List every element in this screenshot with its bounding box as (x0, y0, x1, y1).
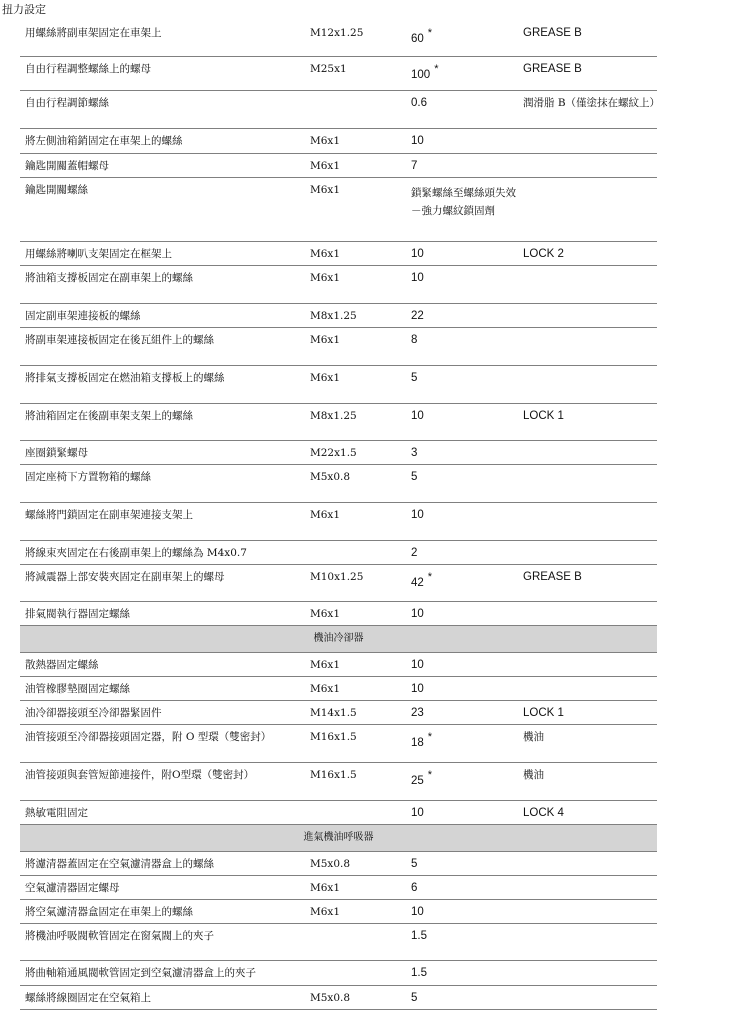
table-row (20, 303, 657, 327)
asterisk-mark: * (427, 768, 433, 781)
thread-size: M16x1.5 (307, 762, 407, 800)
note: GREASE B (519, 56, 657, 90)
asterisk-mark: * (434, 62, 439, 75)
thread-size: M6x1 (307, 365, 407, 403)
thread-size: M6x1 (307, 875, 407, 899)
table-row (20, 403, 657, 440)
part-description: 排氣閥執行器固定螺絲 (20, 601, 307, 625)
torque-value: 5 (407, 365, 519, 403)
torque-table (20, 21, 661, 1010)
torque-value: 6 (407, 875, 519, 899)
note (519, 899, 657, 923)
table-row (20, 327, 657, 365)
torque-value (407, 21, 519, 56)
note (519, 327, 657, 365)
part-description: 油管橡膠墊圈固定螺絲 (20, 676, 307, 700)
part-description: 鑰匙開關螺絲 (20, 177, 307, 241)
thread-size (307, 90, 407, 128)
torque-value (407, 56, 519, 90)
part-description: 螺絲將線圈固定在空氣箱上 (20, 985, 307, 1009)
note (519, 601, 657, 625)
table-row (20, 724, 657, 762)
thread-size (307, 800, 407, 824)
thread-size (307, 923, 407, 960)
torque-number: 42 (411, 576, 424, 589)
table-row (20, 90, 657, 128)
torque-value: 3 (407, 440, 519, 464)
part-description: 油管接頭與套管短節連接件，附O型環（雙密封） (20, 762, 307, 800)
thread-size: M5x0.8 (307, 464, 407, 502)
part-description: 將油箱支撐板固定在副車架上的螺絲 (20, 265, 307, 303)
note (519, 303, 657, 327)
note: GREASE B (519, 564, 657, 601)
torque-value: 10 (407, 676, 519, 700)
table-row (20, 56, 657, 90)
note (519, 985, 657, 1009)
torque-value: 2 (407, 540, 519, 564)
part-description: 自由行程調整螺絲上的螺母 (20, 56, 307, 90)
thread-size: M8x1.25 (307, 303, 407, 327)
section-header (20, 625, 657, 652)
table-row (20, 700, 657, 724)
thread-size: M5x0.8 (307, 851, 407, 875)
thread-size: M6x1 (307, 241, 407, 265)
table-row (20, 652, 657, 676)
note (519, 960, 657, 985)
table-row (20, 502, 657, 540)
section-label: 機油冷卻器 (20, 625, 657, 652)
asterisk-mark: * (427, 27, 433, 39)
thread-size: M25x1 (307, 56, 407, 90)
section-header (20, 824, 657, 851)
part-description: 固定副車架連接板的螺絲 (20, 303, 307, 327)
note (519, 652, 657, 676)
part-description: 將減震器上部安裝夾固定在副車架上的螺母 (20, 564, 307, 601)
part-description: 將空氣濾清器盒固定在車架上的螺絲 (20, 899, 307, 923)
table-row (20, 564, 657, 601)
table-row (20, 875, 657, 899)
table-row (20, 153, 657, 177)
table-row (20, 851, 657, 875)
table-row (20, 464, 657, 502)
part-description: 散熱器固定螺絲 (20, 652, 307, 676)
torque-value: 8 (407, 327, 519, 365)
asterisk-mark: * (427, 730, 433, 743)
table-row (20, 265, 657, 303)
note (519, 177, 657, 241)
torque-value: 10 (407, 403, 519, 440)
thread-size: M6x1 (307, 153, 407, 177)
part-description: 將曲軸箱通風閥軟管固定到空氣濾清器盒上的夾子 (20, 960, 307, 985)
note: LOCK 1 (519, 700, 657, 724)
torque-value: 10 (407, 601, 519, 625)
thread-size: M22x1.5 (307, 440, 407, 464)
thread-size: M6x1 (307, 899, 407, 923)
torque-value (407, 724, 519, 762)
torque-value: 10 (407, 128, 519, 153)
section-label: 進氣機油呼吸器 (20, 824, 657, 851)
table-row (20, 540, 657, 564)
thread-size: M6x1 (307, 128, 407, 153)
note (519, 265, 657, 303)
table-row (20, 365, 657, 403)
torque-number: 100 (411, 68, 431, 81)
torque-value: 1.5 (407, 960, 519, 985)
thread-size: M8x1.25 (307, 403, 407, 440)
thread-size: M6x1 (307, 177, 407, 241)
torque-value: 10 (407, 241, 519, 265)
torque-value: 5 (407, 464, 519, 502)
torque-value: 10 (407, 652, 519, 676)
thread-size: M6x1 (307, 676, 407, 700)
part-description: 座圈鎖緊螺母 (20, 440, 307, 464)
torque-number: 60 (411, 33, 424, 45)
table-row (20, 601, 657, 625)
table-row (20, 440, 657, 464)
torque-value: 鎖緊螺絲至螺絲頭失效－強力螺紋鎖固劑 (407, 177, 519, 241)
thread-size: M6x1 (307, 652, 407, 676)
note: GREASE B (519, 21, 657, 56)
part-description: 將排氣支撐板固定在燃油箱支撐板上的螺絲 (20, 365, 307, 403)
thread-size: M6x1 (307, 601, 407, 625)
part-description: 熱敏電阻固定 (20, 800, 307, 824)
table-row (20, 177, 657, 241)
part-description: 螺絲將門鎖固定在副車架連接支架上 (20, 502, 307, 540)
note (519, 128, 657, 153)
note (519, 153, 657, 177)
part-description: 將左側油箱銷固定在車架上的螺絲 (20, 128, 307, 153)
table-row (20, 899, 657, 923)
part-description: 空氣濾清器固定螺母 (20, 875, 307, 899)
thread-size: M5x0.8 (307, 985, 407, 1009)
part-description: 用螺絲將副車架固定在車架上 (20, 21, 307, 56)
part-description: 將副車架連接板固定在後瓦組件上的螺絲 (20, 327, 307, 365)
part-description: 鑰匙開關蓋帽螺母 (20, 153, 307, 177)
note: 潤滑脂 B（僅塗抹在螺紋上） (519, 90, 657, 128)
torque-value (407, 564, 519, 601)
note: LOCK 4 (519, 800, 657, 824)
part-description: 自由行程調節螺絲 (20, 90, 307, 128)
thread-size: M6x1 (307, 327, 407, 365)
torque-value: 10 (407, 800, 519, 824)
note (519, 540, 657, 564)
note (519, 502, 657, 540)
table-row (20, 676, 657, 700)
thread-size: M10x1.25 (307, 564, 407, 601)
torque-value: 10 (407, 265, 519, 303)
torque-value: 1.5 (407, 923, 519, 960)
thread-size: M6x1 (307, 265, 407, 303)
table-row (20, 128, 657, 153)
part-description: 固定座椅下方置物箱的螺絲 (20, 464, 307, 502)
torque-value: 5 (407, 985, 519, 1009)
asterisk-mark: * (427, 570, 433, 583)
note (519, 923, 657, 960)
torque-value: 5 (407, 851, 519, 875)
table-row (20, 762, 657, 800)
thread-size: M16x1.5 (307, 724, 407, 762)
torque-value: 10 (407, 502, 519, 540)
thread-size: M6x1 (307, 502, 407, 540)
note (519, 440, 657, 464)
page-title: 扭力設定 (2, 3, 46, 16)
thread-size (307, 540, 407, 564)
torque-value: 23 (407, 700, 519, 724)
table-row (20, 923, 657, 960)
part-description: 油冷卻器接頭至冷卻器緊固件 (20, 700, 307, 724)
part-description: 用螺絲將喇叭支架固定在框架上 (20, 241, 307, 265)
thread-size (307, 960, 407, 985)
torque-value: 0.6 (407, 90, 519, 128)
table-row (20, 241, 657, 265)
part-description: 將機油呼吸閥軟管固定在窗氣閥上的夾子 (20, 923, 307, 960)
note (519, 464, 657, 502)
table-row (20, 21, 657, 56)
torque-value (407, 762, 519, 800)
note (519, 676, 657, 700)
part-description: 將濾清器蓋固定在空氣濾清器盒上的螺絲 (20, 851, 307, 875)
note: 機油 (519, 724, 657, 762)
thread-size: M12x1.25 (307, 21, 407, 56)
torque-number: 18 (411, 736, 424, 749)
torque-value: 7 (407, 153, 519, 177)
part-description: 將線束夾固定在右後副車架上的螺絲為 M4x0.7 (20, 540, 307, 564)
note: LOCK 2 (519, 241, 657, 265)
table-row (20, 960, 657, 985)
note (519, 875, 657, 899)
note: 機油 (519, 762, 657, 800)
part-description: 將油箱固定在後副車架支架上的螺絲 (20, 403, 307, 440)
torque-value: 22 (407, 303, 519, 327)
part-description: 油管接頭至冷卻器接頭固定器，附 O 型環（雙密封） (20, 724, 307, 762)
note: LOCK 1 (519, 403, 657, 440)
note (519, 851, 657, 875)
table-row (20, 800, 657, 824)
table-row (20, 985, 657, 1009)
torque-number: 25 (411, 774, 424, 787)
thread-size: M14x1.5 (307, 700, 407, 724)
note (519, 365, 657, 403)
torque-value: 10 (407, 899, 519, 923)
